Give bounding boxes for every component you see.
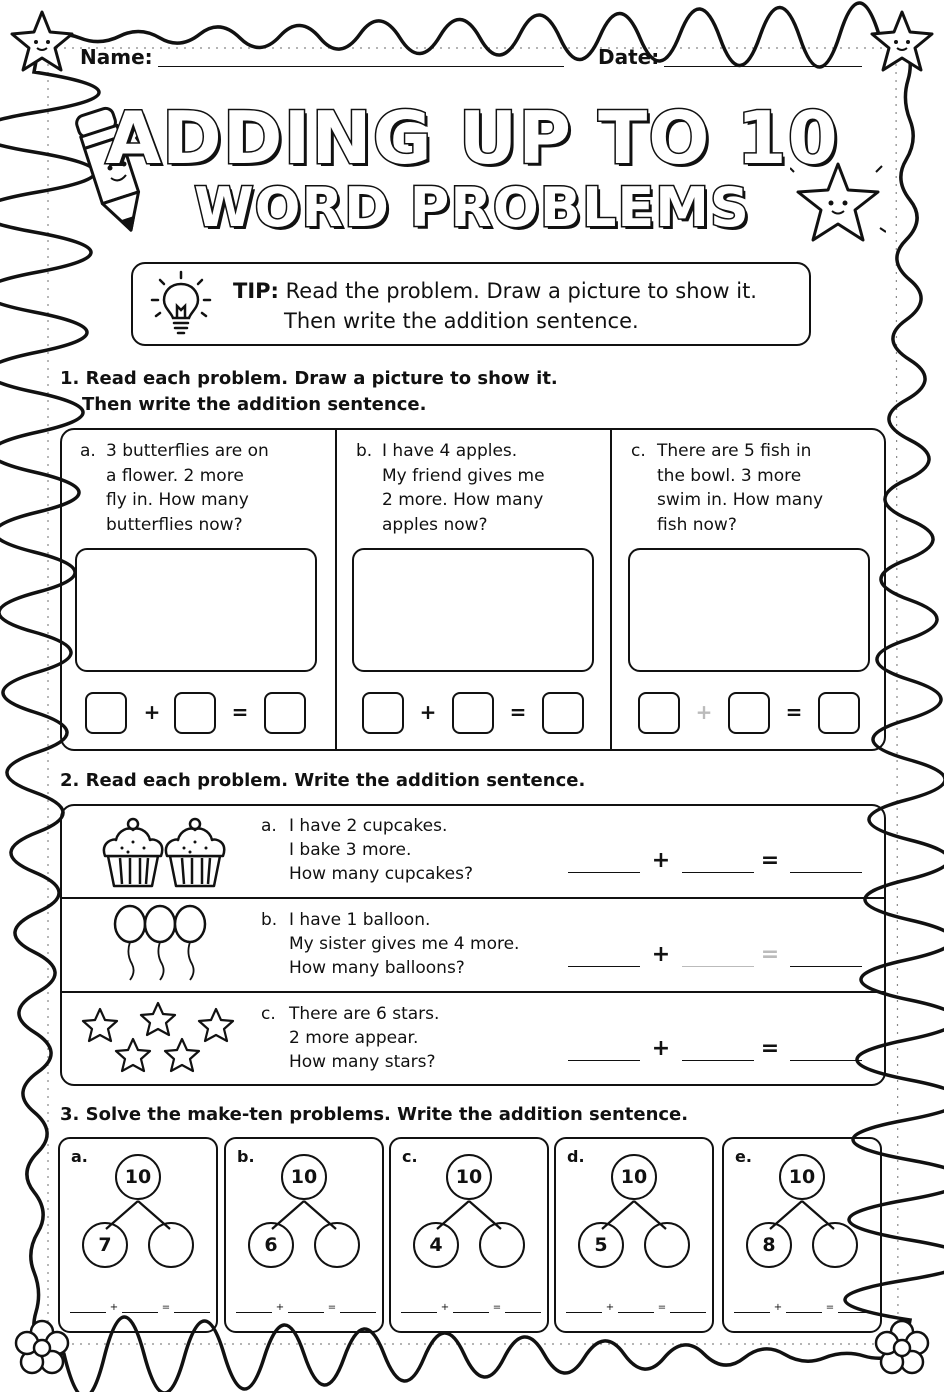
- tip-text: [233, 276, 757, 336]
- problem-letter: a.: [71, 1147, 88, 1166]
- equals-sign: =: [825, 1302, 835, 1313]
- answer-blank[interactable]: [174, 1312, 210, 1313]
- problem-text-line: How many cupcakes?: [289, 864, 473, 884]
- answer-box[interactable]: [452, 692, 494, 734]
- section1-instruction-line1: 1. Read each problem. Draw a picture to show it.: [60, 368, 558, 389]
- plus-sign: +: [275, 1302, 285, 1313]
- answer-blank[interactable]: [568, 872, 640, 873]
- equals-sign: =: [231, 700, 249, 724]
- answer-blank[interactable]: [340, 1312, 376, 1313]
- answer-blank[interactable]: [505, 1312, 541, 1313]
- drawing-box[interactable]: [352, 548, 594, 672]
- answer-blank[interactable]: [790, 872, 862, 873]
- part-circle: 4: [413, 1222, 459, 1268]
- problem-text-line: 2 more appear.: [289, 1028, 419, 1048]
- answer-blank[interactable]: [734, 1312, 770, 1313]
- problem-letter: a.: [261, 816, 277, 836]
- problem-letter: c.: [631, 441, 646, 461]
- problem-letter: e.: [735, 1147, 752, 1166]
- answer-blank[interactable]: [682, 872, 754, 873]
- tip-line-2: Then write the addition sentence.: [284, 309, 639, 333]
- problem-letter: b.: [356, 441, 373, 461]
- plus-sign: +: [773, 1302, 783, 1313]
- answer-box[interactable]: [542, 692, 584, 734]
- answer-box[interactable]: [362, 692, 404, 734]
- section3-heading: 3. Solve the make-ten problems. Write the addition sentence.: [60, 1104, 689, 1125]
- part-circle: 6: [248, 1222, 294, 1268]
- missing-part-circle[interactable]: [479, 1222, 525, 1268]
- problem-letter: d.: [567, 1147, 585, 1166]
- total-circle: 10: [446, 1154, 492, 1200]
- plus-sign: +: [695, 700, 713, 724]
- page-title: ADDING UP TO 10: [105, 96, 839, 180]
- problem-text-line: My sister gives me 4 more.: [289, 934, 520, 954]
- answer-blank[interactable]: [288, 1312, 324, 1313]
- cupcake-icon: [100, 812, 226, 890]
- equals-sign: =: [161, 1302, 171, 1313]
- problem-letter: c.: [261, 1004, 276, 1024]
- divider: [61, 897, 885, 899]
- plus-sign: +: [651, 1036, 671, 1061]
- problem-text-line: I bake 3 more.: [289, 840, 412, 860]
- plus-sign: +: [651, 848, 671, 873]
- missing-part-circle[interactable]: [812, 1222, 858, 1268]
- equals-sign: =: [760, 1036, 780, 1061]
- problem-text-line: I have 1 balloon.: [289, 910, 431, 930]
- answer-blank[interactable]: [401, 1312, 437, 1313]
- plus-sign: +: [651, 942, 671, 967]
- date-label: Date:: [598, 45, 660, 69]
- problem-text-line: How many balloons?: [289, 958, 465, 978]
- equals-sign: =: [492, 1302, 502, 1313]
- plus-sign: +: [605, 1302, 615, 1313]
- part-circle: 7: [82, 1222, 128, 1268]
- problem-letter: c.: [402, 1147, 418, 1166]
- problem-text-line: I have 4 apples.: [382, 441, 518, 461]
- plus-sign: +: [419, 700, 437, 724]
- problem-text-line: There are 6 stars.: [289, 1004, 440, 1024]
- answer-box[interactable]: [638, 692, 680, 734]
- problem-text-line: 2 more. How many: [382, 490, 544, 510]
- problem-text-line: butterflies now?: [106, 514, 243, 535]
- problem-text-line: a flower. 2 more: [106, 465, 244, 486]
- answer-blank[interactable]: [566, 1312, 602, 1313]
- star-icon: [78, 1000, 242, 1078]
- problem-1a: [80, 439, 269, 537]
- answer-box[interactable]: [728, 692, 770, 734]
- total-circle: 10: [779, 1154, 825, 1200]
- problem-text-line: swim in. How many: [657, 490, 824, 510]
- equals-sign: =: [785, 700, 803, 724]
- answer-blank[interactable]: [568, 966, 640, 967]
- problem-text-line: How many stars?: [289, 1052, 436, 1072]
- plus-sign: +: [109, 1302, 119, 1313]
- drawing-box[interactable]: [628, 548, 870, 672]
- answer-box[interactable]: [85, 692, 127, 734]
- answer-blank[interactable]: [682, 1060, 754, 1061]
- lightbulb-icon: [150, 270, 212, 336]
- problem-letter: b.: [261, 910, 278, 930]
- problem-1c: [631, 439, 824, 537]
- tip-label: TIP:: [233, 279, 279, 303]
- divider: [61, 991, 885, 993]
- date-field[interactable]: [664, 66, 862, 67]
- equals-sign: =: [657, 1302, 667, 1313]
- problem-letter: b.: [237, 1147, 255, 1166]
- problem-text-line: fish now?: [657, 514, 737, 535]
- tip-line-1: Read the problem. Draw a picture to show it.: [285, 279, 757, 303]
- star-icon: [868, 8, 936, 76]
- answer-blank[interactable]: [568, 1060, 640, 1061]
- plus-sign: +: [143, 700, 161, 724]
- total-circle: 10: [281, 1154, 327, 1200]
- answer-blank[interactable]: [453, 1312, 489, 1313]
- divider: [610, 429, 612, 750]
- divider: [335, 429, 337, 750]
- equals-sign: =: [327, 1302, 337, 1313]
- problem-text-line: My friend gives me: [382, 465, 545, 486]
- equals-sign: =: [760, 848, 780, 873]
- part-circle: 5: [578, 1222, 624, 1268]
- answer-blank[interactable]: [786, 1312, 822, 1313]
- answer-blank[interactable]: [70, 1312, 106, 1313]
- answer-box[interactable]: [264, 692, 306, 734]
- section2-heading: 2. Read each problem. Write the addition sentence.: [60, 770, 586, 791]
- answer-blank[interactable]: [670, 1312, 706, 1313]
- answer-blank[interactable]: [236, 1312, 272, 1313]
- answer-box[interactable]: [818, 692, 860, 734]
- equals-sign: =: [509, 700, 527, 724]
- star-icon: [8, 8, 76, 76]
- problem-text-line: There are 5 fish in: [657, 441, 812, 461]
- answer-blank[interactable]: [618, 1312, 654, 1313]
- missing-part-circle[interactable]: [644, 1222, 690, 1268]
- equals-sign: =: [760, 942, 780, 967]
- star-icon: [790, 158, 886, 250]
- problem-2a: [261, 814, 473, 886]
- answer-box[interactable]: [174, 692, 216, 734]
- missing-part-circle[interactable]: [148, 1222, 194, 1268]
- answer-blank[interactable]: [682, 966, 754, 967]
- answer-blank[interactable]: [790, 1060, 862, 1061]
- total-circle: 10: [611, 1154, 657, 1200]
- problem-text-line: I have 2 cupcakes.: [289, 816, 448, 836]
- problem-1b: [356, 439, 545, 537]
- part-circle: 8: [746, 1222, 792, 1268]
- total-circle: 10: [115, 1154, 161, 1200]
- problem-2b: [261, 908, 520, 980]
- answer-blank[interactable]: [790, 966, 862, 967]
- plus-sign: +: [440, 1302, 450, 1313]
- drawing-box[interactable]: [75, 548, 317, 672]
- problem-text-line: the bowl. 3 more: [657, 465, 802, 486]
- problem-text-line: 3 butterflies are on: [106, 441, 269, 461]
- problem-2c: [261, 1002, 440, 1074]
- problem-text-line: fly in. How many: [106, 490, 249, 510]
- page-subtitle: WORD PROBLEMS: [194, 176, 750, 239]
- answer-blank[interactable]: [122, 1312, 158, 1313]
- name-label: Name:: [80, 45, 153, 69]
- balloon-icon: [110, 904, 210, 984]
- problem-text-line: apples now?: [382, 514, 488, 535]
- answer-blank[interactable]: [838, 1312, 874, 1313]
- name-field[interactable]: [158, 66, 564, 67]
- flower-icon: [872, 1318, 932, 1378]
- section1-instruction-line2: Then write the addition sentence.: [82, 394, 427, 415]
- missing-part-circle[interactable]: [314, 1222, 360, 1268]
- problem-letter: a.: [80, 441, 96, 461]
